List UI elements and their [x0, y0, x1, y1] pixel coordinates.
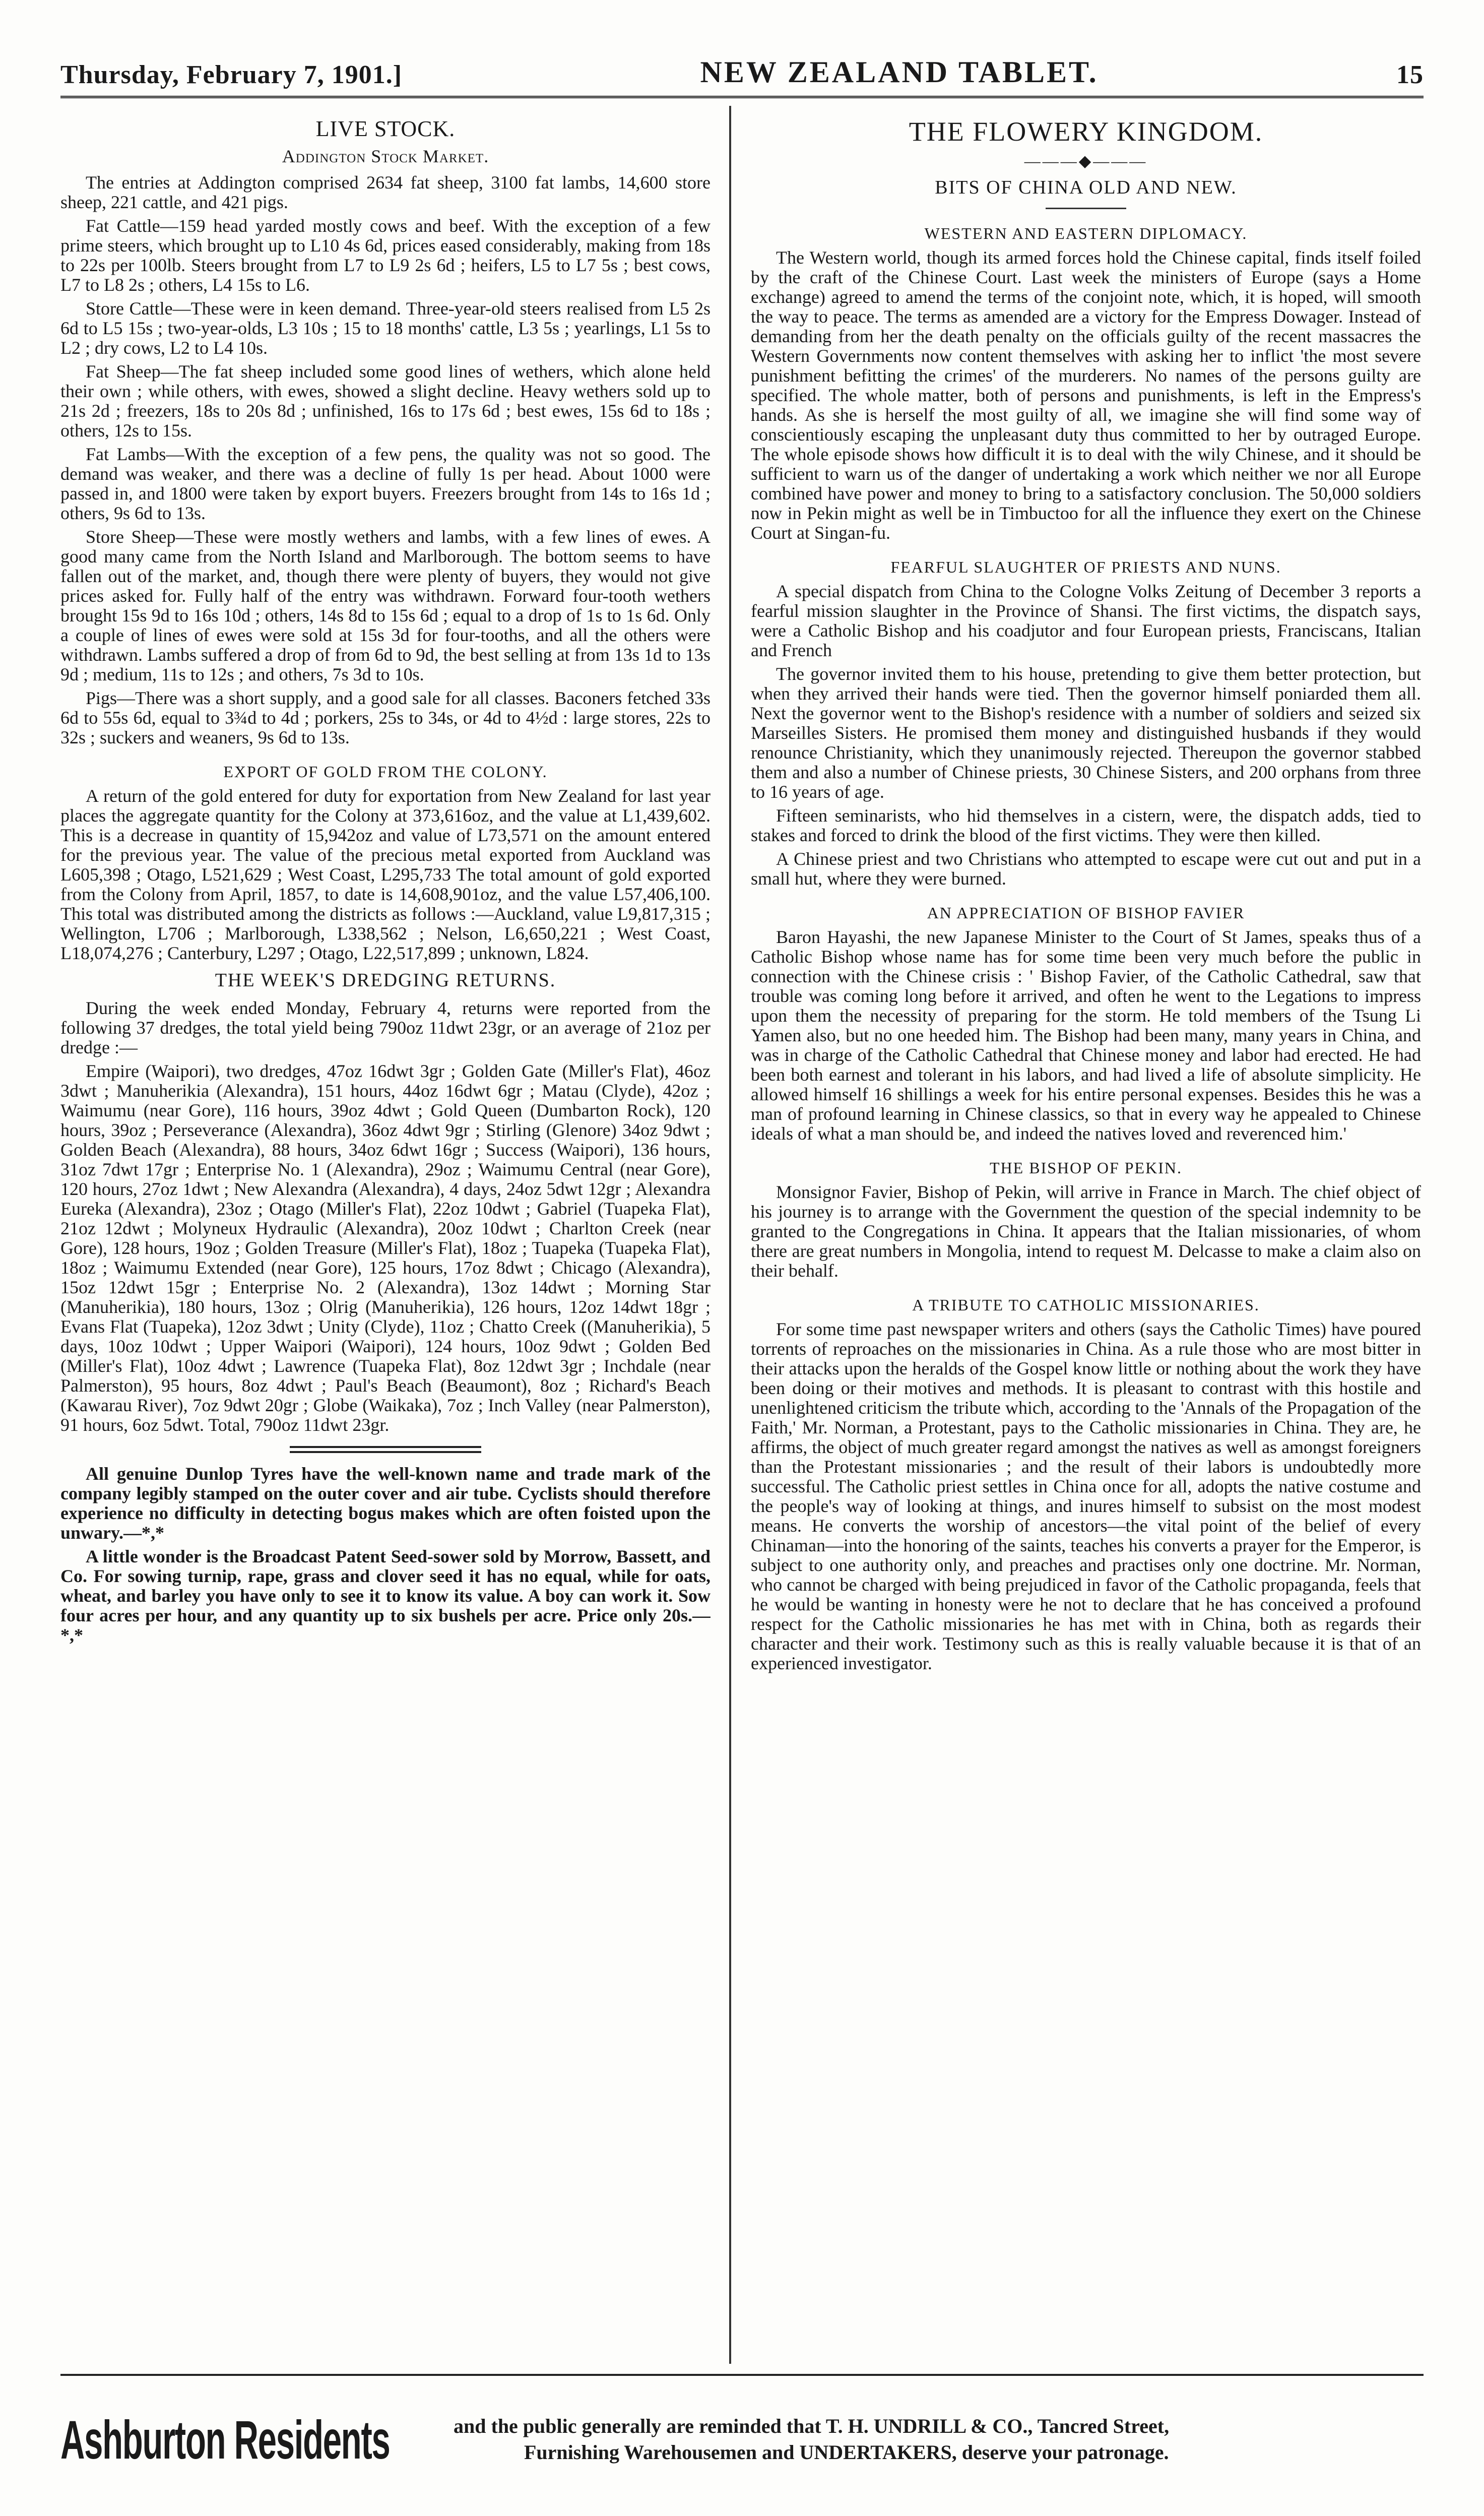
- footer-line-2: Furnishing Warehousemen and UNDERTAKERS, deserve your patronage.: [524, 2441, 1169, 2464]
- livestock-title: LIVE STOCK.: [315, 116, 456, 141]
- article-para: Baron Hayashi, the new Japanese Minister to the Court of St James, speaks thus of a Catholic Bishop whose name has for some time been very much before the public in connection with the Chinese crisis : ' Bishop Favier, of the Catholic Cathedral, saw that trouble was coming long before it arrived, and often he went to the Legations to impress upon them the necessity of preparing for the storm. He told members of the Tsung Li Yamen also, but no one heeded him. The Bishop had been many, many years in China, and was in charge of the Catholic Cathedral that Chinese money and labor had erected. He had been both earnest and tolerant in his labors, and had lived a life of absolute simplicity. He allowed himself 16 shillings a week for his entire personal expenses. Besides this he was a man of profound learning in Chinese classics, so that in every way he appealed to Chinese ideals of what a man should be, and indeed the natives loved and reverenced him.': [751, 927, 1421, 1144]
- livestock-para: The entries at Addington comprised 2634 fat sheep, 3100 fat lambs, 14,600 store sheep, 221 cattle, and 421 pigs.: [60, 172, 711, 212]
- flowery-kingdom-subtitle: BITS OF CHINA OLD AND NEW.: [935, 177, 1237, 198]
- flowery-kingdom-title: THE FLOWERY KINGDOM.: [909, 116, 1263, 147]
- right-column: [751, 111, 1421, 2359]
- article-para: The Western world, though its armed forces hold the Chinese capital, finds itself foiled by the craft of the Chinese Court. Last week the ministers of Europe (says a Home exchange) agreed to amend the terms of the conjoint note, which, it is hoped, will smooth the way to peace. The terms as amended are a victory for the Empress Dowager. Instead of demanding from her the death penalty on the officials guilty of the recent massacres the Western Governments now content themselves with asking her to inflict 'the most severe punishment befitting the crimes' of the murderers. No names of the persons guilty are specified. The whole matter, both of persons and punishments, is left in the Empress's hands. As she is herself the most guilty of all, we imagine she will find some way of conscientiously escaping the unpleasant duty thus committed to her by outraged Europe. The whole episode shows how difficult it is to deal with the wily Chinese, and it should be sufficient to warn us of the danger of undertaking a work which neither we nor all Europe combined have power and money to bring to a satisfactory conclusion. The 50,000 soldiers now in Pekin might as well be in Timbuctoo for all the influence they exert on the Chinese Court at Singan-fu.: [751, 247, 1421, 543]
- column-divider: [729, 106, 731, 2364]
- footer-divider: [60, 2374, 1424, 2376]
- publication-title: NEW ZEALAND TABLET.: [700, 55, 1099, 89]
- livestock-para: Fat Cattle—159 head yarded mostly cows and beef. With the exception of a few prime steers, which brought up to L10 4s 6d, prices eased considerably, making from 18s to 22s per 100lb. Steers brought from L7 to L9 2s 6d ; heifers, L5 to L7 5s ; best cows, L7 to L8 2s ; others, L4 15s to L6.: [60, 216, 711, 295]
- article-para: Monsignor Favier, Bishop of Pekin, will arrive in France in March. The chief object of his journey is to arrange with the Government the question of the special indemnity to be granted to the Congregations in China. It appears that the Italian missionaries, of whom there are great numbers in Mongolia, intend to request M. Delcasse to make a claim also on their behalf.: [751, 1182, 1421, 1281]
- livestock-subtitle: Addington Stock Market.: [282, 146, 489, 166]
- section-divider: [290, 1446, 481, 1453]
- article-para: A special dispatch from China to the Cologne Volks Zeitung of December 3 reports a fearful mission slaughter in the Province of Shansi. The first victims, the dispatch says, were a Catholic Bishop and his coadjutor and four European priests, Franciscans, Italian and French: [751, 581, 1421, 660]
- livestock-para: Store Sheep—These were mostly wethers and lambs, with a few lines of ewes. A good many came from the North Island and Marlborough. The bottom seems to have fallen out of the market, and, though there were plenty of buyers, they would not give prices asked for. Fully half of the entry was withdrawn. Forward four-tooth wethers brought 15s 9d to 16s 10d ; others, 14s 8d to 15s 6d ; equal to a drop of 1s to 1s 6d. Only a couple of lines of ewes were sold at 15s 3d for four-tooths, and all the others were withdrawn. Lambs suffered a drop of from 6d to 9d, the best selling at from 13s 1d to 13s 9d ; medium, 11s to 12s ; and others, 7s 3d to 10s.: [60, 527, 711, 684]
- gold-export-para: A return of the gold entered for duty for exportation from New Zealand for last year places the aggregate quantity for the Colony at 373,616oz, and the value at L1,439,602. This is a decrease in quantity of 15,942oz and value of L73,571 on the amount entered for the previous year. The value of the precious metal exported from Auckland was L605,398 ; Otago, L521,629 ; West Coast, L295,733 The total amount of gold exported from the Colony from April, 1857, to date is 14,608,901oz, and the value L57,406,100. This total was distributed among the districts as follows :—Auckland, value L9,817,315 ; Wellington, L706 ; Marlborough, L338,562 ; Nelson, L6,650,221 ; West Coast, L18,074,276 ; Canterbury, L297 ; Otago, L22,517,899 ; unknown, L824.: [60, 786, 711, 963]
- article-para: Fifteen seminarists, who hid themselves in a cistern, were, the dispatch adds, tied to stakes and forced to drink the blood of the first victims. They were then killed.: [751, 805, 1421, 845]
- dredging-title: THE WEEK'S DREDGING RETURNS.: [215, 970, 556, 991]
- livestock-para: Fat Lambs—With the exception of a few pens, the quality was not so good. The demand was weaker, and there was a decline of fully 1s per head. About 1000 were passed in, and 1800 were taken by export buyers. Freezers brought from 14s to 16s 1d ; others, 9s 6d to 13s.: [60, 444, 711, 523]
- livestock-para: Store Cattle—These were in keen demand. Three-year-old steers realised from L5 2s 6d to L5 15s ; two-year-olds, L3 10s ; 15 to 18 months' cattle, L3 5s ; yearlings, L1 5s to L2 ; dry cows, L2 to L4 10s.: [60, 298, 711, 358]
- footer-line-1: and the public generally are reminded that T. H. UNDRILL & CO., Tancred Street,: [454, 2415, 1170, 2437]
- article-para: The governor invited them to his house, pretending to give them better protection, but when they arrived their hands were tied. Then the governor himself poniarded them all. Next the governor went to the Bishop's residence with a number of soldiers and seized six Marseilles Sisters. He promised them money and distinguished husbands if they would renounce Christianity, which they unanimously rejected. Thereupon the governor stabbed them and also a number of Chinese priests, 30 Chinese Sisters, and 200 orphans from three to 16 years of age.: [751, 664, 1421, 802]
- issue-date: Thursday, February 7, 1901.]: [60, 60, 403, 89]
- title-ornament: ———◆———: [1024, 152, 1148, 170]
- advert-seed-sower: A little wonder is the Broadcast Patent Seed-sower sold by Morrow, Bassett, and Co. For sowing turnip, rape, grass and clover seed it has no equal, while for oats, wheat, and barley you have only to see it to know its value. A boy can work it. Sow four acres per hour, and any quantity up to six bushels per acre. Price only 20s.—*,*: [60, 1546, 711, 1645]
- section-heading: A TRIBUTE TO CATHOLIC MISSIONARIES.: [912, 1296, 1260, 1314]
- gold-export-title: EXPORT OF GOLD FROM THE COLONY.: [223, 763, 548, 781]
- section-heading: FEARFUL SLAUGHTER OF PRIESTS AND NUNS.: [890, 558, 1281, 576]
- masthead: [60, 40, 1424, 98]
- left-column: [60, 111, 711, 2359]
- page-number: 15: [1396, 60, 1424, 89]
- short-divider: [1046, 208, 1126, 209]
- livestock-para: Pigs—There was a short supply, and a good sale for all classes. Baconers fetched 33s 6d to 55s 6d, equal to 3¾d to 4d ; porkers, 25s to 34s, or 4d to 4½d : large stores, 22s to 32s ; suckers and weaners, 9s 6d to 13s.: [60, 688, 711, 747]
- advert-dunlop: All genuine Dunlop Tyres have the well-known name and trade mark of the company legibly stamped on the outer cover and air tube. Cyclists should therefore experience no difficulty in detecting bogus makes which are often foisted upon the unwary.—*,*: [60, 1464, 711, 1543]
- livestock-para: Fat Sheep—The fat sheep included some good lines of wethers, which alone held their own ; while others, with ewes, showed a slight decline. Heavy wethers sold up to 21s 2d ; freezers, 18s to 20s 8d ; unfinished, 16s to 17s 6d ; best ewes, 15s 6d to 18s ; others, 12s to 15s.: [60, 361, 711, 441]
- section-heading: THE BISHOP OF PEKIN.: [990, 1159, 1182, 1177]
- section-heading: WESTERN AND EASTERN DIPLOMACY.: [924, 224, 1248, 242]
- article-para: A Chinese priest and two Christians who attempted to escape were cut out and put in a small hut, where they were burned.: [751, 849, 1421, 889]
- article-para: For some time past newspaper writers and others (says the Catholic Times) have poured torrents of reproaches on the missionaries in China. As a rule those who are most bitter in their attacks upon the heralds of the Gospel know little or nothing about the work they have been doing or their motives and methods. It is pleasant to contrast with this hostile and unenlightened criticism the tribute which, according to the 'Annals of the Propagation of the Faith,' Mr. Norman, a Protestant, pays to the Catholic missionaries in China. They are, he affirms, the object of much greater regard amongst the natives as well as amongst foreigners than the Protestant missionaries ; and the result of their labors is undoubtedly more successful. The Catholic priest settles in China once for all, adopts the native costume and the people's way of looking at things, and inures himself to subsist on the most modest means. He converts the worship of ancestors—the vital point of the belief of every Chinaman—into the honoring of the saints, teaches his converts a prayer for the Emperor, is subject to one authority only, and preaches and practises only one doctrine. Mr. Norman, who cannot be charged with being prejudiced in favor of the Catholic propaganda, feels that he would be wanting in honesty were he not to declare that he has conceived a profound respect for the Catholic missionaries he has met with in China, both as regards their character and their work. Testimony such as this is really valuable because it is that of an experienced investigator.: [751, 1319, 1421, 1673]
- section-heading: AN APPRECIATION OF BISHOP FAVIER: [927, 904, 1245, 922]
- footer-advert: [60, 2389, 1424, 2490]
- dredging-para: During the week ended Monday, February 4, returns were reported from the following 37 dredges, the total yield being 790oz 11dwt 23gr, or an average of 21oz per dredge :—: [60, 998, 711, 1057]
- footer-brand: Ashburton Residents: [60, 2409, 390, 2470]
- footer-text: [454, 2413, 1169, 2466]
- dredging-para: Empire (Waipori), two dredges, 47oz 16dwt 3gr ; Golden Gate (Miller's Flat), 46oz 3dwt ; Manuherikia (Alexandra), 151 hours, 44oz 16dwt 6gr ; Matau (Clyde), 42oz ; Waimumu (near Gore), 116 hours, 39oz 4dwt ; Gold Queen (Dumbarton Rock), 120 hours, 39oz ; Perseverance (Alexandra), 36oz 4dwt 9gr ; Stirling (Glenore) 34oz 9dwt ; Golden Beach (Alexandra), 88 hours, 34oz 6dwt 16gr ; Success (Waipori), 136 hours, 31oz 7dwt 17gr ; Enterprise No. 1 (Alexandra), 29oz ; Waimumu Central (near Gore), 120 hours, 27oz 1dwt ; New Alexandra (Alexandra), 4 days, 24oz 5dwt 12gr ; Alexandra Eureka (Alexandra), 23oz ; Otago (Miller's Flat), 22oz 10dwt ; Gabriel (Tuapeka Flat), 21oz 12dwt ; Molyneux Hydraulic (Alexandra), 20oz 10dwt ; Charlton Creek (near Gore), 128 hours, 19oz ; Golden Treasure (Miller's Flat), 18oz ; Tuapeka (Tuapeka Flat), 18oz ; Waimumu Extended (near Gore), 125 hours, 17oz 8dwt ; Chicago (Alexandra), 15oz 12dwt 15gr ; Enterprise No. 2 (Alexandra), 13oz 14dwt ; Morning Star (Manuherikia), 180 hours, 13oz ; Olrig (Manuherikia), 126 hours, 12oz 14dwt 18gr ; Evans Flat (Tuapeka), 12oz 3dwt ; Unity (Clyde), 11oz ; Chatto Creek ((Manuherikia), 5 days, 10oz 10dwt ; Upper Waipori (Waipori), 124 hours, 10oz 9dwt ; Golden Bed (Miller's Flat), 10oz 4dwt ; Lawrence (Tuapeka Flat), 8oz 12dwt 3gr ; Inchdale (near Palmerston), 95 hours, 8oz 4dwt ; Paul's Beach (Beaumont), 8oz ; Richard's Beach (Kawarau River), 7oz 9dwt 20gr ; Globe (Waikaka), 7oz ; Inch Valley (near Palmerston), 91 hours, 6oz 5dwt. Total, 790oz 11dwt 23gr.: [60, 1061, 711, 1435]
